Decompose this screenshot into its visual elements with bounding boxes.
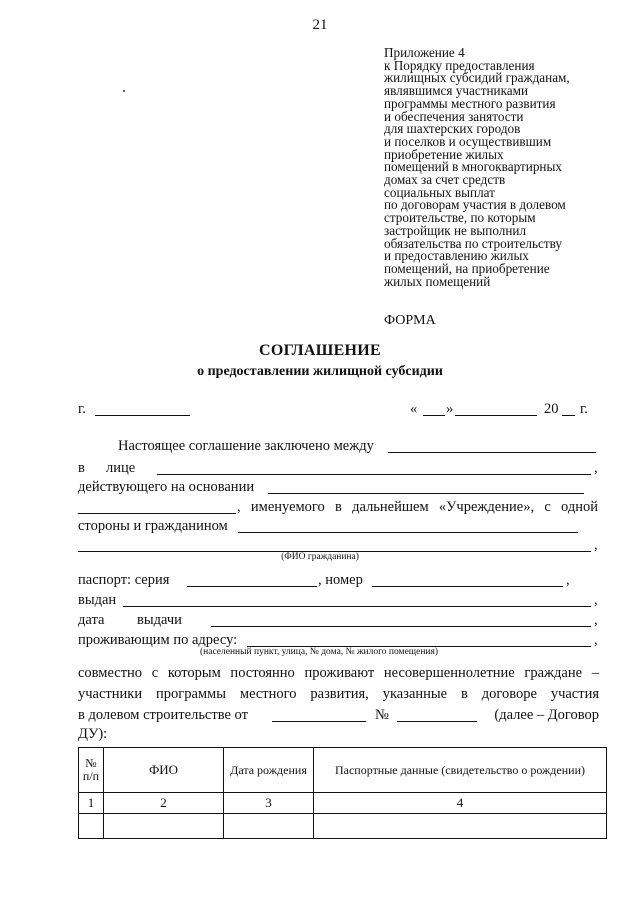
contract-number-field[interactable] bbox=[397, 721, 477, 722]
paragraph-line: в долевом строительстве от bbox=[78, 707, 248, 723]
citizen-field[interactable] bbox=[238, 532, 578, 533]
table-cell: 3 bbox=[224, 793, 314, 814]
paragraph-line: ДУ): bbox=[78, 726, 108, 742]
party-citizen-label: стороны и гражданином bbox=[78, 518, 228, 534]
column-header: Паспортные данные (свидетельство о рождении) bbox=[314, 748, 607, 793]
annex-line: приобретение жилых bbox=[384, 146, 504, 162]
year-field[interactable] bbox=[562, 415, 575, 416]
basis-field[interactable] bbox=[268, 493, 584, 494]
year-suffix: г. bbox=[580, 401, 588, 417]
column-header: № п/п bbox=[79, 748, 104, 793]
comma: , bbox=[594, 537, 598, 553]
issued-by-field[interactable] bbox=[123, 606, 591, 607]
annex-line: к Порядку предоставления bbox=[384, 57, 535, 73]
issued-label: выдан bbox=[78, 592, 117, 608]
annex-line: программы местного развития bbox=[384, 95, 556, 111]
address-caption: (населенный пункт, улица, № дома, № жилого помещения) bbox=[200, 647, 439, 657]
table-cell[interactable] bbox=[224, 814, 314, 839]
annex-line: застройщик не выполнил bbox=[384, 222, 527, 238]
passport-series-label: паспорт: серия bbox=[78, 572, 170, 588]
passport-number-field[interactable] bbox=[372, 586, 563, 587]
comma: , bbox=[594, 460, 598, 476]
annex-line: обязательства по строительству bbox=[384, 235, 562, 251]
number-sign: № bbox=[375, 707, 389, 723]
column-header: Дата рождения bbox=[224, 748, 314, 793]
named-institution-text: , именуемого в дальнейшем «Учреждение», с одной bbox=[237, 499, 598, 515]
institution-field[interactable] bbox=[388, 452, 596, 453]
month-field[interactable] bbox=[455, 415, 537, 416]
residing-label: проживающим по адресу: bbox=[78, 632, 238, 648]
paragraph-line: участники программы местного развития, указанные в договоре участия bbox=[78, 686, 599, 702]
column-header: ФИО bbox=[104, 748, 224, 793]
document-subtitle: о предоставлении жилищной субсидии bbox=[197, 364, 443, 379]
table-cell[interactable] bbox=[104, 814, 224, 839]
quote-open: « bbox=[410, 401, 418, 417]
city-prefix: г. bbox=[78, 401, 86, 417]
document-title: СОГЛАШЕНИЕ bbox=[258, 342, 382, 359]
annex-line: Приложение 4 bbox=[384, 45, 465, 60]
comma: , bbox=[566, 572, 570, 588]
paragraph-line: совместно с которым постоянно проживают несовершеннолетние граждане – bbox=[78, 665, 599, 681]
annex-line: являвшимся участниками bbox=[384, 83, 529, 99]
annex-line: и поселков и осуществившим bbox=[384, 133, 552, 149]
acting-basis-label: действующего на основании bbox=[78, 479, 255, 495]
minors-table bbox=[78, 747, 607, 839]
table-cell[interactable] bbox=[79, 814, 104, 839]
table-cell: 1 bbox=[79, 793, 104, 814]
annex-line: по договорам участия в долевом bbox=[384, 197, 566, 213]
quote-close: » bbox=[446, 401, 454, 417]
table-header-row bbox=[79, 748, 607, 793]
passport-series-field[interactable] bbox=[187, 586, 317, 587]
day-field[interactable] bbox=[423, 415, 445, 416]
comma: , bbox=[594, 632, 598, 648]
annex-line: для шахтерских городов bbox=[384, 121, 521, 137]
annex-line: помещений в многоквартирных bbox=[384, 159, 562, 175]
scan-speck bbox=[123, 90, 125, 92]
annex-line: жилищных субсидий гражданам, bbox=[384, 70, 570, 86]
comma: , bbox=[594, 612, 598, 628]
annex-line: домах за счет средств bbox=[384, 172, 506, 188]
annex-block bbox=[384, 47, 634, 288]
annex-line: помещений, на приобретение bbox=[384, 260, 550, 276]
basis-field-continued[interactable] bbox=[78, 513, 236, 514]
table-row bbox=[79, 814, 607, 839]
table-row bbox=[79, 793, 607, 814]
table-cell: 4 bbox=[314, 793, 607, 814]
in-person-label: в bbox=[78, 460, 85, 476]
issue-date-label: дата bbox=[78, 612, 105, 628]
city-field[interactable] bbox=[95, 415, 190, 416]
paragraph-line: (далее – Договор bbox=[494, 707, 599, 723]
table-cell: 2 bbox=[104, 793, 224, 814]
comma: , bbox=[594, 592, 598, 608]
annex-line: жилых помещений bbox=[384, 273, 491, 289]
passport-number-label: , номер bbox=[318, 572, 363, 588]
page-number: 21 bbox=[312, 17, 328, 33]
annex-line: и предоставлению жилых bbox=[384, 248, 529, 264]
in-person-label: лице bbox=[106, 460, 136, 476]
representative-field[interactable] bbox=[157, 474, 591, 475]
issue-date-field[interactable] bbox=[211, 626, 591, 627]
annex-line: социальных выплат bbox=[384, 184, 495, 200]
year-prefix: 20 bbox=[544, 401, 559, 417]
agreement-between-label: Настоящее соглашение заключено между bbox=[118, 438, 374, 454]
contract-date-field[interactable] bbox=[272, 721, 366, 722]
annex-line: строительстве, по которым bbox=[384, 210, 536, 226]
fio-caption: (ФИО гражданина) bbox=[281, 552, 359, 562]
issue-date-label: выдачи bbox=[137, 612, 182, 628]
form-label: ФОРМА bbox=[384, 313, 436, 328]
table-cell[interactable] bbox=[314, 814, 607, 839]
annex-line: и обеспечения занятости bbox=[384, 108, 524, 124]
